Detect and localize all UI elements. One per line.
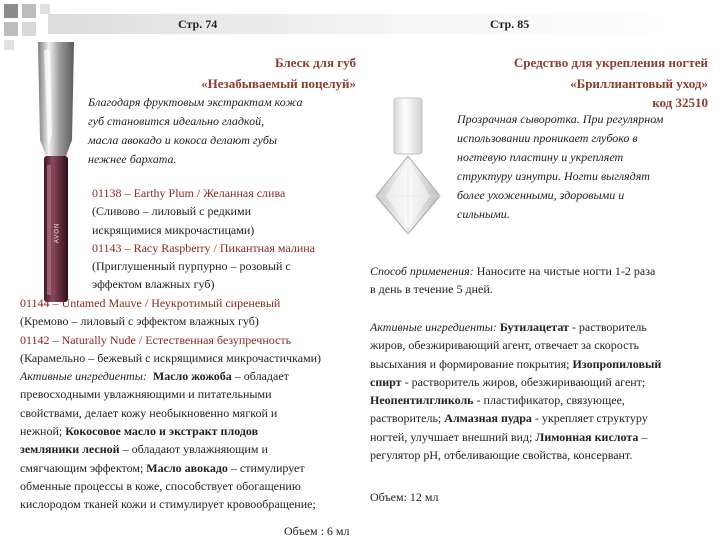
product-brand-label: AVON bbox=[54, 222, 61, 244]
desc-line: более ухоженными, здоровыми и bbox=[457, 188, 625, 202]
ingredient-line bbox=[370, 409, 661, 427]
left-title-line2: «Незабываемый поцелуй» bbox=[201, 76, 356, 91]
ingredient-text: - растворитель bbox=[568, 320, 647, 334]
ingredient-text: – bbox=[638, 429, 648, 444]
lip-gloss-image bbox=[30, 40, 82, 305]
right-page-number: Стр. 85 bbox=[490, 17, 530, 31]
shade-desc: эффектом влажных губ) bbox=[92, 277, 215, 292]
ingredient-bold: Неопентилгликоль bbox=[370, 393, 474, 408]
right-description bbox=[457, 110, 663, 224]
left-page-number: Стр. 74 bbox=[178, 17, 218, 31]
ingredient-line bbox=[370, 318, 661, 336]
ingredient-text: - пластификатор, связующее, bbox=[473, 393, 625, 408]
right-title-line1: Средство для укрепления ногтей bbox=[513, 55, 708, 70]
ingredient-text: смягчающим эффектом; bbox=[20, 460, 147, 475]
right-title-line2: «Бриллиантовый уход» bbox=[570, 76, 708, 91]
ingredient-text: нежной; bbox=[20, 424, 66, 439]
desc-line: использовании проникает глубоко в bbox=[457, 131, 638, 145]
shade-heading: 01142 – Naturally Nude / Естественная безупречность bbox=[20, 332, 292, 347]
usage-section bbox=[370, 262, 655, 299]
right-title-code: код 32510 bbox=[652, 95, 708, 110]
ingredient-line bbox=[370, 373, 661, 391]
ingredient-text: - укрепляет структуру bbox=[531, 411, 648, 426]
desc-line: масла авокадо и кокоса делают губы bbox=[88, 133, 278, 147]
right-ingredients bbox=[370, 318, 661, 464]
shade-desc: искрящимися микрочастицами) bbox=[92, 222, 255, 237]
shade-desc: (Сливово – лиловый с редкими bbox=[92, 204, 251, 219]
ingredient-bold: Бутилацетат bbox=[499, 320, 569, 334]
ingredient-bold: Изопропиловый bbox=[572, 356, 662, 371]
right-volume: Объем: 12 мл bbox=[370, 490, 439, 504]
ingredient-text: - растворитель жиров, обезжиривающий агент; bbox=[401, 374, 646, 389]
ingredient-text: растворитель; bbox=[370, 411, 445, 426]
desc-line: нежнее бархата. bbox=[88, 152, 177, 166]
header-bar bbox=[48, 14, 716, 34]
ingredient-bold: Масло авокадо bbox=[146, 460, 228, 475]
shade-name-en: Earthy Plum bbox=[133, 186, 194, 200]
shade-heading: 01143 – Racy Raspberry / Пикантная малина bbox=[92, 240, 315, 255]
shade-code: 01142 bbox=[20, 332, 50, 347]
shade-desc: (Карамельно – бежевый с искрящимися микрочастичками) bbox=[20, 350, 322, 365]
ingredient-text: высыхания и формирование покрытия; bbox=[370, 356, 573, 371]
shade-desc: (Приглушенный пурпурно – розовый с bbox=[92, 259, 291, 274]
shade-name-ru: Желанная слива bbox=[203, 186, 286, 200]
ingredient-bold: Кокосовое масло и экстракт плодов bbox=[65, 424, 259, 439]
shade-name-en: Naturally Nude bbox=[61, 332, 136, 347]
usage-text: в день в течение 5 дней. bbox=[370, 282, 493, 297]
shade-code: 01144 bbox=[20, 296, 50, 310]
shade-name-ru: Неукротимый сиреневый bbox=[151, 296, 281, 310]
shade-name-ru: Естественная безупречность bbox=[145, 332, 292, 347]
desc-line: ногтевую пластину и укрепляет bbox=[457, 150, 624, 164]
ingredient-line bbox=[20, 459, 321, 477]
desc-line: структуру изнутри. Ногти выглядят bbox=[457, 169, 650, 183]
shade-desc: (Кремово – лиловый с эффектом влажных губ) bbox=[20, 314, 259, 329]
nail-bottle-image bbox=[368, 96, 448, 236]
ingredient-text: превосходными увлажняющими и питательными bbox=[20, 387, 272, 402]
ingredient-text: свойствами, делает кожу необыкновенно мягкой и bbox=[20, 405, 278, 420]
shade-code: 01138 bbox=[92, 186, 122, 200]
left-volume: Объем : 6 мл bbox=[284, 524, 350, 538]
usage-text: Наносите на чистые ногти 1-2 раза bbox=[473, 264, 656, 278]
ingredient-line bbox=[370, 355, 661, 373]
ingredient-bold: Масло жожоба bbox=[152, 369, 232, 384]
ingredient-bold: Алмазная пудра bbox=[444, 411, 532, 426]
ingredient-text: кислородом тканей кожи и стимулирует кровообращение; bbox=[20, 497, 316, 512]
left-ingredients-line1 bbox=[20, 367, 321, 385]
shade-name-en: Racy Raspberry bbox=[133, 240, 211, 255]
usage-line bbox=[370, 262, 655, 280]
desc-line: Благодаря фруктовым экстрактам кожа bbox=[88, 95, 303, 109]
ingredient-bold: земляники лесной bbox=[20, 442, 120, 457]
shade-heading: 01138 – Earthy Plum / Желанная слива bbox=[92, 186, 286, 200]
ingredients-label: Активные ингредиенты: bbox=[20, 369, 147, 384]
ingredient-text: – стимулирует bbox=[227, 460, 305, 475]
shade-list-a bbox=[92, 184, 315, 294]
ingredients-label: Активные ингредиенты: bbox=[370, 320, 497, 334]
left-title-line1: Блеск для губ bbox=[274, 55, 356, 70]
ingredient-bold: спирт bbox=[370, 374, 402, 389]
ingredient-line bbox=[370, 391, 661, 409]
shade-list-b bbox=[20, 294, 321, 514]
shade-name-en: Untamed Mauve bbox=[61, 296, 142, 310]
shade-name-ru: Пикантная малина bbox=[219, 240, 315, 255]
ingredient-text: жиров, обезжиривающий агент, отвечает за скорость bbox=[370, 338, 640, 353]
ingredient-text: – обладает bbox=[231, 369, 289, 384]
usage-label: Способ применения: bbox=[370, 264, 474, 278]
ingredient-text: регулятор pH, отбеливающие свойства, консервант. bbox=[370, 448, 633, 463]
desc-line: сильными. bbox=[457, 207, 510, 221]
desc-line: губ становится идеально гладкой, bbox=[88, 114, 265, 128]
left-description bbox=[88, 93, 303, 169]
ingredient-line bbox=[20, 440, 321, 458]
ingredient-text: ногтей, улучшает внешний вид; bbox=[370, 429, 536, 444]
ingredient-text: – обладают увлажняющим и bbox=[119, 442, 268, 457]
ingredient-line bbox=[20, 422, 321, 440]
desc-line: Прозрачная сыворотка. При регулярном bbox=[457, 112, 664, 126]
ingredient-text: обменные процессы в коже, способствует обогащению bbox=[20, 478, 301, 493]
shade-heading: 01144 – Untamed Mauve / Неукротимый сиреневый bbox=[20, 296, 281, 310]
shade-code: 01143 bbox=[92, 240, 122, 255]
ingredient-line bbox=[370, 428, 661, 446]
ingredient-bold: Лимонная кислота bbox=[535, 429, 639, 444]
